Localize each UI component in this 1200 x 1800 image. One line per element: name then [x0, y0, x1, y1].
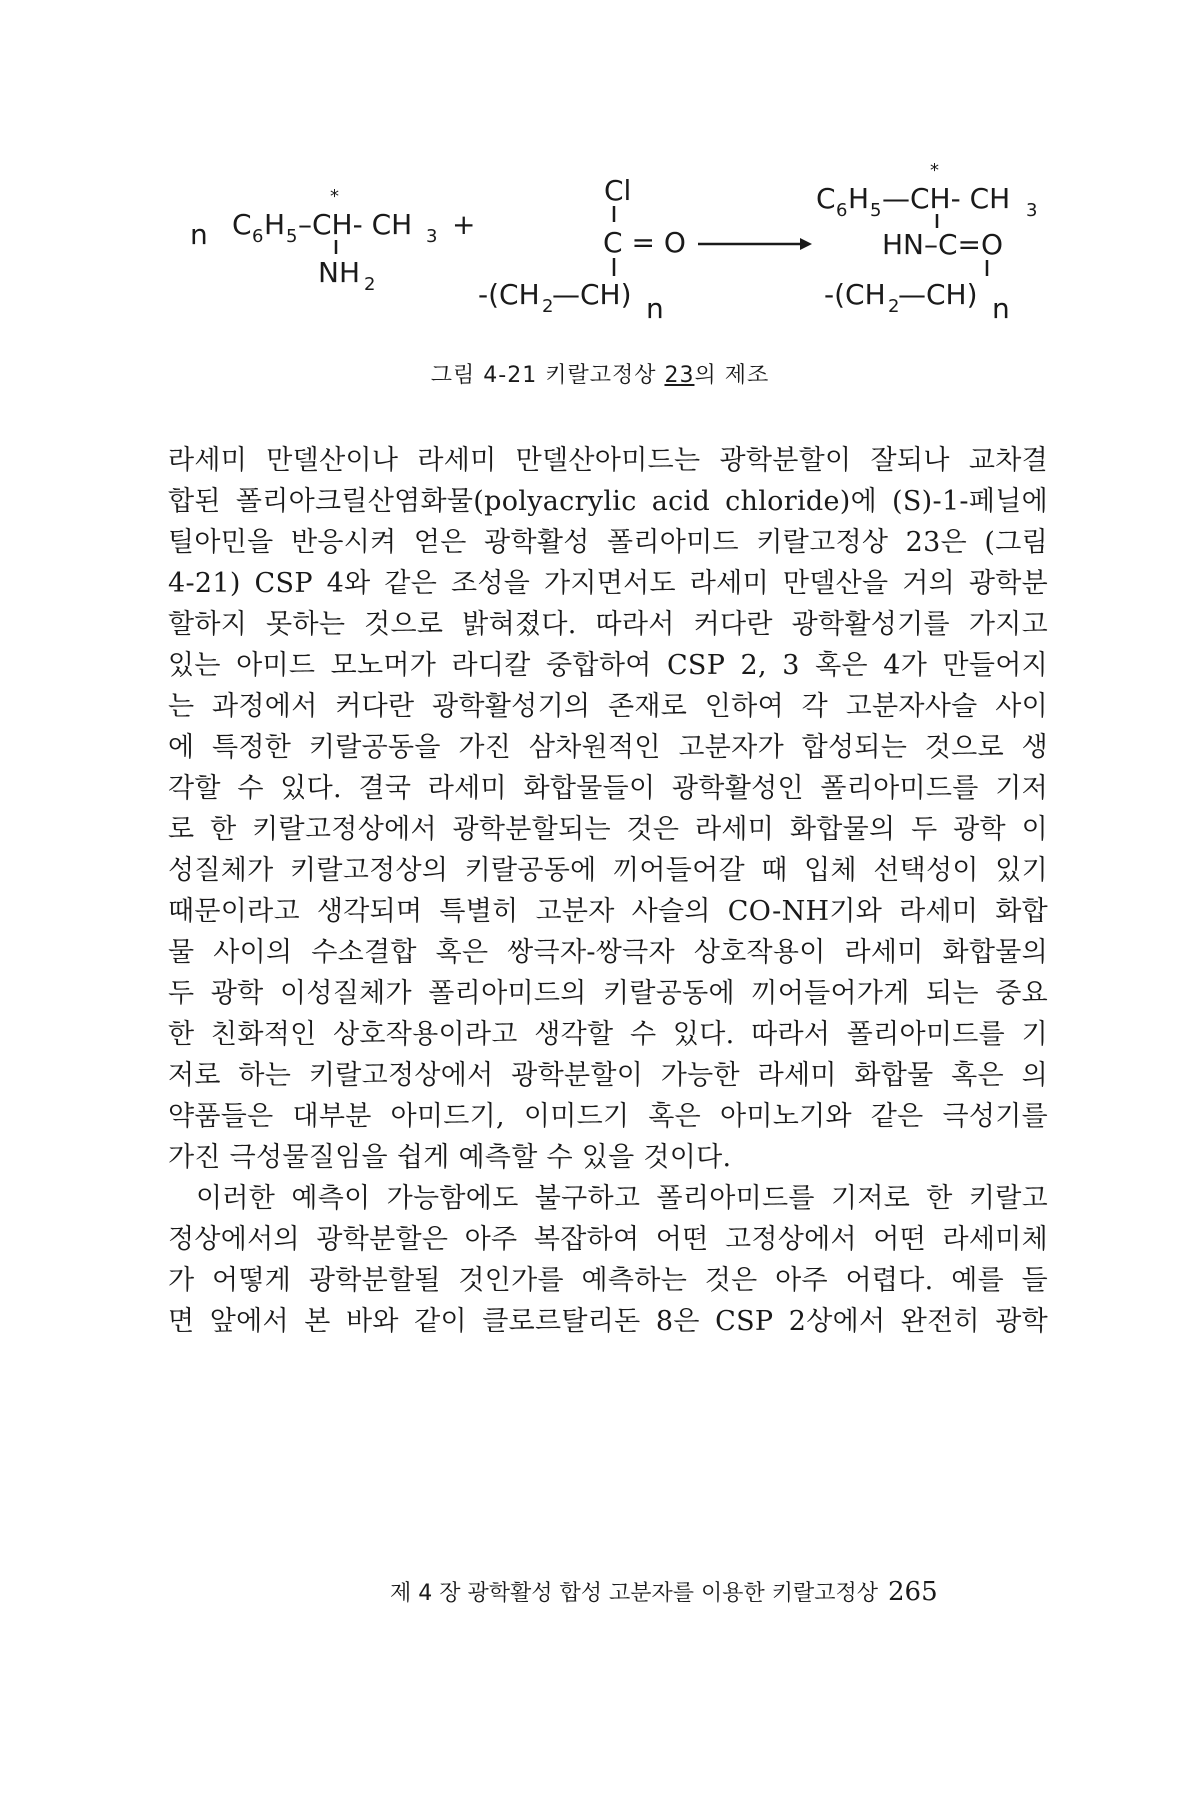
text-line: 성질체가 키랄고정상의 키랄공동에 끼어들어갈 때 입체 선택성이 있기 [168, 855, 1048, 886]
product-sub5: 5 [870, 200, 882, 221]
reactant1-sub5: 5 [286, 226, 298, 247]
text-line: 물 사이의 수소결합 혹은 쌍극자-쌍극자 상호작용이 라세미 화합물의 [168, 937, 1048, 968]
text-line: 두 광학 이성질체가 폴리아미드의 키랄공동에 끼어들어가게 되는 중요 [168, 978, 1048, 1009]
product-hydrogen: H [848, 182, 870, 215]
text-line: 있는 아미드 모노머가 라디칼 중합하여 CSP 2, 3 혹은 4가 만들어지 [168, 650, 1048, 681]
reactant1-sub6: 6 [252, 226, 264, 247]
page-footer [390, 1576, 1050, 1607]
product-carbon: C [816, 182, 836, 215]
reactant1-chiral-star: * [330, 186, 339, 207]
reactant2-chain-right: —CH) [552, 278, 632, 311]
text-line: 이러한 예측이 가능함에도 불구하고 폴리아미드를 기저로 한 키랄고 [196, 1183, 1048, 1214]
text-line: 저로 하는 키랄고정상에서 광학분할이 가능한 라세미 화합물 혹은 의 [168, 1060, 1048, 1091]
body-text [168, 440, 1048, 1342]
text-line: 로 한 키랄고정상에서 광학분할되는 것은 라세미 화합물의 두 광학 이 [168, 814, 1048, 845]
text-line: 때문이라고 생각되며 특별히 고분자 사슬의 CO-NH기와 라세미 화합 [168, 896, 1048, 927]
figure-caption [0, 358, 1200, 389]
reactant1-coefficient: n [190, 218, 208, 251]
product-sub3: 3 [1026, 200, 1038, 221]
caption-suffix: 의 제조 [694, 363, 770, 388]
text-line: 약품들은 대부분 아미드기, 이미드기 혹은 아미노기와 같은 극성기를 [168, 1101, 1048, 1132]
reactant2-chlorine: Cl [604, 174, 632, 207]
text-line: 가진 극성물질임을 쉽게 예측할 수 있을 것이다. [168, 1142, 732, 1173]
caption-prefix: 그림 4-21 키랄고정상 [430, 363, 665, 388]
product-chain-right: —CH) [898, 278, 978, 311]
text-line: 할하지 못하는 것으로 밝혀졌다. 따라서 커다란 광학활성기를 가지고 [168, 609, 1048, 640]
caption-compound-number: 23 [664, 363, 695, 388]
reaction-scheme [0, 0, 1200, 360]
reactant2-carbonyl: C = O [603, 226, 686, 259]
reactant2-repeat-n: n [646, 292, 664, 325]
product-chain: —CH- CH [882, 182, 1011, 215]
product-chain-sub2: 2 [888, 296, 900, 317]
plus-sign: + [452, 208, 476, 241]
text-line: 틸아민을 반응시켜 얻은 광학활성 폴리아미드 키랄고정상 23은 (그림 [168, 527, 1048, 558]
product-sub6: 6 [836, 200, 848, 221]
product-repeat-n: n [992, 292, 1010, 325]
reactant1-sub2: 2 [364, 274, 376, 295]
text-line: 가 어떻게 광학분할될 것인가를 예측하는 것은 아주 어렵다. 예를 들 [168, 1265, 1048, 1296]
page-number: 265 [888, 1577, 938, 1607]
product-amide: HN–C=O [882, 228, 1004, 261]
text-line: 라세미 만델산이나 라세미 만델산아미드는 광학분할이 잘되나 교차결 [168, 445, 1048, 476]
product-chain-left: -(CH [824, 278, 886, 311]
reactant2-chain-sub2: 2 [542, 296, 554, 317]
reaction-arrow-head [800, 238, 812, 250]
reactant1-sub3: 3 [426, 226, 438, 247]
text-line: 각할 수 있다. 결국 라세미 화합물들이 광학활성인 폴리아미드를 기저 [168, 773, 1048, 804]
product-chiral-star: * [930, 160, 939, 181]
text-line: 4-21) CSP 4와 같은 조성을 가지면서도 라세미 만델산을 거의 광학분 [168, 568, 1048, 599]
text-line: 면 앞에서 본 바와 같이 클로르탈리돈 8은 CSP 2상에서 완전히 광학 [168, 1306, 1048, 1337]
reactant2-chain-left: -(CH [478, 278, 540, 311]
reactant1-carbon: C [232, 208, 252, 241]
reactant1-hydrogen: H [264, 208, 286, 241]
reaction-scheme-drawing [0, 0, 1200, 360]
text-line: 정상에서의 광학분할은 아주 복잡하여 어떤 고정상에서 어떤 라세미체 [168, 1224, 1048, 1255]
text-line: 에 특정한 키랄공동을 가진 삼차원적인 고분자가 합성되는 것으로 생 [168, 732, 1048, 763]
reactant1-chain: –CH- CH [298, 208, 413, 241]
text-line: 합된 폴리아크릴산염화물(polyacrylic acid chloride)에 (S)-1-페닐에 [168, 486, 1048, 517]
text-line: 는 과정에서 커다란 광학활성기의 존재로 인하여 각 고분자사슬 사이 [168, 691, 1048, 722]
text-line: 한 친화적인 상호작용이라고 생각할 수 있다. 따라서 폴리아미드를 기 [168, 1019, 1048, 1050]
chapter-title: 제 4 장 광학활성 합성 고분자를 이용한 키랄고정상 [390, 1581, 878, 1606]
reactant1-amine: NH [318, 256, 360, 289]
